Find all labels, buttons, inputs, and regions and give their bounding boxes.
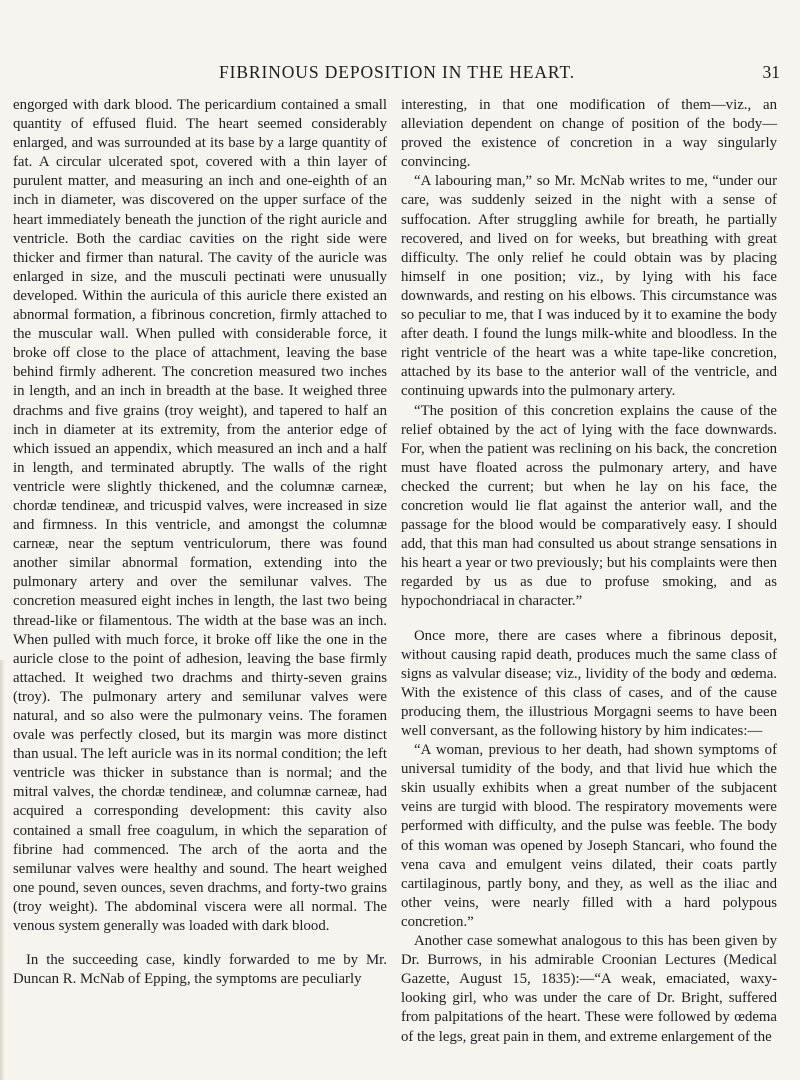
right-column (401, 96, 777, 1047)
right-paragraph-4: Once more, there are cases where a fibrinous deposit, without causing rapid death, produces much the same class of signs as valvular disease; viz., lividity of the body and œdema. With the existence of this class of cases, and of the cause producing them, the illustrious Morgagni seems to have been well conversant, as the following history by him indicates:— (401, 627, 777, 739)
right-paragraph-3: “The position of this concretion explains the cause of the relief obtained by the act of lying with the face downwards. For, when the patient was reclining on his back, the concretion must have floated across the pulmonary artery, and have checked the current; but when he lay on his face, the concretion would lie flat against the anterior wall, and the passage for the blood would be comparatively easy. I should add, that this man had consulted us about strange sensations in his heart a year or two previously; but his complaints were then regarded by us as due to profuse smoking, and as hypochondriacal in character.” (401, 402, 777, 610)
page-number: 31 (762, 62, 780, 82)
right-paragraph-2: “A labouring man,” so Mr. McNab writes to me, “under our care, was suddenly seized in the night with a sense of suffocation. After struggling awhile for breath, he partially recovered, and lived on for weeks, but breathing with great difficulty. The only relief he could obtain was by placing himself in one position; viz., by lying with his face downwards, and resting on his elbows. This circumstance was so peculiar to me, that I was induced by it to examine the body after death. I found the lungs milk-white and bloodless. In the right ventricle of the heart was a white tape-like concretion, attached by its base to the anterior wall of the ventricle, and continuing upwards into the pulmonary artery. (401, 173, 777, 400)
running-head: FIBRINOUS DEPOSITION IN THE HEART. (218, 62, 576, 82)
right-paragraph-6: Another case somewhat analogous to this has been given by Dr. Burrows, in his admirable Croonian Lectures (Medical Gazette, August 15, 1835):—“A weak, emaciated, waxy-looking girl, who was under the care of Dr. Bright, suffered from palpitations of the heart. These were followed by œdema of the legs, great pain in them, and extreme enlargement of the (401, 933, 777, 1045)
right-paragraph-5: “A woman, previous to her death, had shown symptoms of universal tumidity of the body, and that livid hue which the skin usually exhibits when a great number of the subjacent veins are turgid with blood. The respiratory movements were performed with difficulty, and the pulse was feeble. The body of this woman was opened by Joseph Stancari, who found the vena cava and emulgent veins dilated, their coats partly cartilaginous, partly bony, and they, as well as the iliac and other veins, were nearly filled with a hard polypous concretion.” (401, 742, 777, 930)
binding-edge-shadow (0, 660, 5, 1080)
left-paragraph-1: engorged with dark blood. The pericardium contained a small quantity of effused fluid. The heart seemed considerably enlarged, and was surrounded at its base by a large quantity of fat. A circular ulcerated spot, covered with a thin layer of purulent matter, and measuring an inch and one-eighth of an inch in diameter, was discovered on the upper surface of the heart immediately beneath the junction of the right auricle and ventricle. Both the cardiac cavities on the right side were thicker and firmer than natural. The cavity of the auricle was enlarged in size, and the musculi pectinati were unusually developed. Within the auricula of this auricle there existed an abnormal formation, a fibrinous concretion, firmly attached to the muscular wall. When pulled with considerable force, it broke off close to the place of attachment, leaving the base behind firmly adherent. The concretion measured two inches in length, and an inch in breadth at the base. It weighed three drachms and five grains (troy weight), and tapered to half an inch in diameter at its extremity, from the anterior edge of which issued an appendix, which measured an inch and a half in length, and terminated abruptly. The walls of the right ventricle were slightly thickened, and the columnæ carneæ, chordæ tendineæ, and tricuspid valves, were increased in size and firmness. In this ventricle, and amongst the columnæ carneæ, near the septum ventriculorum, there was found another similar abnormal formation, extending into the pulmonary artery and over the semilunar valves. The concretion measured eight inches in length, the last two being thread-like or filamentous. The width at the base was an inch. When pulled with much force, it broke off like the one in the auricle close to the point of adhesion, leaving the base firmly attached. It weighed two drachms and thirty-seven grains (troy). The pulmonary artery and semilunar valves were natural, and so also were the pulmonary veins. The foramen ovale was perfectly closed, but its margin was more distinct than usual. The left auricle was in its normal condition; the left ventricle was thicker in substance than is normal; and the mitral valves, the chordæ tendineæ, and columnæ carneæ, had acquired a corresponding development: this cavity also contained a small free coagulum, in which the separation of fibrine had commenced. The arch of the aorta and the semilunar valves were healthy and sound. The heart weighed one pound, seven ounces, seven drachms, and forty-two grains (troy weight). The abdominal viscera were all normal. The venous system generally was loaded with dark blood. (13, 97, 387, 935)
left-paragraph-2: In the succeeding case, kindly forwarded to me by Mr. Duncan R. McNab of Epping, the symptoms are peculiarly (13, 952, 387, 988)
right-paragraph-1: interesting, in that one modification of them—viz., an alleviation dependent on change of position of the body—proved the existence of concretion in a way singularly convincing. (401, 97, 777, 171)
left-column (13, 96, 387, 989)
page-header (14, 62, 780, 82)
